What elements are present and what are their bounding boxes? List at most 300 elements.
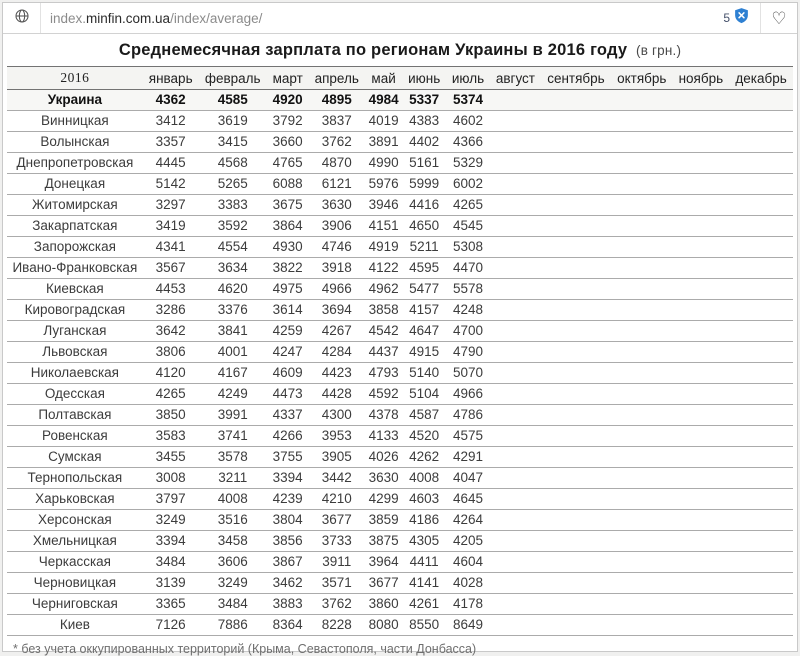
month-header: август (490, 67, 541, 90)
salary-cell: 4239 (267, 489, 309, 510)
salary-cell (611, 300, 673, 321)
salary-cell (673, 531, 730, 552)
table-row (7, 426, 793, 447)
salary-cell: 5142 (143, 174, 199, 195)
salary-cell: 4930 (267, 237, 309, 258)
globe-icon (14, 8, 30, 29)
salary-cell: 3442 (309, 468, 365, 489)
salary-cell: 4265 (446, 195, 490, 216)
salary-cell: 3357 (143, 132, 199, 153)
salary-cell: 5211 (402, 237, 446, 258)
table-row (7, 615, 793, 636)
table-row (7, 552, 793, 573)
table-row (7, 132, 793, 153)
salary-cell: 4291 (446, 447, 490, 468)
salary-cell: 5578 (446, 279, 490, 300)
salary-cell: 3583 (143, 426, 199, 447)
salary-cell: 7886 (199, 615, 267, 636)
salary-cell (729, 510, 793, 531)
month-header: май (365, 67, 402, 90)
salary-cell (673, 153, 730, 174)
salary-cell (673, 489, 730, 510)
salary-cell: 4700 (446, 321, 490, 342)
salary-cell (541, 321, 611, 342)
salary-cell (611, 342, 673, 363)
salary-cell: 3606 (199, 552, 267, 573)
salary-cell (673, 132, 730, 153)
salary-cell (673, 594, 730, 615)
salary-cell (490, 132, 541, 153)
month-header: декабрь (729, 67, 793, 90)
salary-cell: 4445 (143, 153, 199, 174)
salary-cell (673, 195, 730, 216)
salary-cell: 3911 (309, 552, 365, 573)
salary-cell (490, 216, 541, 237)
blocked-count: 5 (723, 11, 730, 25)
salary-cell: 4428 (309, 384, 365, 405)
salary-cell: 4870 (309, 153, 365, 174)
salary-cell (673, 510, 730, 531)
salary-cell: 4542 (365, 321, 402, 342)
salary-cell (541, 531, 611, 552)
salary-cell (673, 615, 730, 636)
salary-cell: 3991 (199, 405, 267, 426)
salary-cell: 3249 (143, 510, 199, 531)
salary-cell: 6121 (309, 174, 365, 195)
salary-cell: 4650 (402, 216, 446, 237)
salary-cell: 3139 (143, 573, 199, 594)
salary-cell (541, 195, 611, 216)
table-row (7, 321, 793, 342)
salary-cell: 5999 (402, 174, 446, 195)
salary-cell (541, 258, 611, 279)
region-name: Луганская (7, 321, 143, 342)
salary-cell: 4299 (365, 489, 402, 510)
table-row (7, 237, 793, 258)
region-name: Хмельницкая (7, 531, 143, 552)
salary-cell (490, 363, 541, 384)
salary-cell (611, 111, 673, 132)
salary-cell: 4284 (309, 342, 365, 363)
salary-cell (490, 342, 541, 363)
salary-cell (490, 615, 541, 636)
region-name: Ровенская (7, 426, 143, 447)
salary-cell: 4765 (267, 153, 309, 174)
region-name: Николаевская (7, 363, 143, 384)
salary-cell: 4341 (143, 237, 199, 258)
salary-cell: 4141 (402, 573, 446, 594)
salary-cell: 3008 (143, 468, 199, 489)
page-title (3, 34, 797, 66)
salary-cell (541, 216, 611, 237)
salary-cell: 4259 (267, 321, 309, 342)
salary-cell: 3792 (267, 111, 309, 132)
url-path: /index/average/ (170, 10, 263, 26)
salary-cell: 3614 (267, 300, 309, 321)
salary-cell: 3804 (267, 510, 309, 531)
salary-cell: 3419 (143, 216, 199, 237)
salary-cell: 4305 (402, 531, 446, 552)
salary-cell (611, 216, 673, 237)
salary-cell: 4186 (402, 510, 446, 531)
salary-cell: 4575 (446, 426, 490, 447)
salary-cell: 4423 (309, 363, 365, 384)
salary-cell: 3946 (365, 195, 402, 216)
salary-cell: 4554 (199, 237, 267, 258)
salary-cell: 4249 (199, 384, 267, 405)
salary-cell (673, 405, 730, 426)
region-name: Запорожская (7, 237, 143, 258)
salary-cell: 3806 (143, 342, 199, 363)
table-row (7, 510, 793, 531)
salary-cell (541, 489, 611, 510)
salary-cell (611, 615, 673, 636)
salary-cell: 5104 (402, 384, 446, 405)
salary-cell: 4247 (267, 342, 309, 363)
salary-cell: 4261 (402, 594, 446, 615)
salary-cell: 3455 (143, 447, 199, 468)
salary-cell: 3571 (309, 573, 365, 594)
salary-cell (490, 594, 541, 615)
salary-cell: 3822 (267, 258, 309, 279)
salary-cell (673, 174, 730, 195)
table-row (7, 279, 793, 300)
salary-cell: 4337 (267, 405, 309, 426)
salary-cell: 4592 (365, 384, 402, 405)
month-header: апрель (309, 67, 365, 90)
salary-cell (490, 531, 541, 552)
salary-cell: 4609 (267, 363, 309, 384)
month-header: январь (143, 67, 199, 90)
salary-cell (673, 447, 730, 468)
salary-cell (673, 384, 730, 405)
salary-cell (729, 300, 793, 321)
region-name: Киевская (7, 279, 143, 300)
salary-cell (729, 111, 793, 132)
salary-cell: 3918 (309, 258, 365, 279)
table-row (7, 216, 793, 237)
salary-cell: 4793 (365, 363, 402, 384)
salary-cell (729, 384, 793, 405)
salary-cell (611, 132, 673, 153)
region-name: Волынская (7, 132, 143, 153)
salary-cell: 4265 (143, 384, 199, 405)
salary-cell (729, 468, 793, 489)
salary-cell: 3297 (143, 195, 199, 216)
month-header: октябрь (611, 67, 673, 90)
salary-cell: 4300 (309, 405, 365, 426)
salary-cell (490, 195, 541, 216)
salary-cell (490, 321, 541, 342)
salary-cell (673, 552, 730, 573)
tracking-prevention-button[interactable] (723, 3, 760, 33)
salary-cell: 4383 (402, 111, 446, 132)
salary-cell (541, 111, 611, 132)
url-prefix: index. (50, 10, 87, 26)
salary-cell (541, 510, 611, 531)
salary-cell: 3858 (365, 300, 402, 321)
salary-cell: 4604 (446, 552, 490, 573)
salary-cell (541, 447, 611, 468)
salary-cell: 4620 (199, 279, 267, 300)
month-header: февраль (199, 67, 267, 90)
salary-cell: 3383 (199, 195, 267, 216)
salary-cell (729, 531, 793, 552)
region-name: Донецкая (7, 174, 143, 195)
salary-cell: 3660 (267, 132, 309, 153)
salary-cell: 3875 (365, 531, 402, 552)
salary-cell (611, 468, 673, 489)
salary-cell: 3484 (199, 594, 267, 615)
salary-cell: 4545 (446, 216, 490, 237)
page-title-text: Среднемесячная зарплата по регионам Украины в 2016 году (118, 41, 628, 59)
salary-cell (611, 405, 673, 426)
region-name: Закарпатская (7, 216, 143, 237)
salary-cell: 4790 (446, 342, 490, 363)
salary-cell: 4520 (402, 426, 446, 447)
browser-window (2, 2, 798, 656)
salary-cell (729, 258, 793, 279)
salary-cell (541, 426, 611, 447)
salary-cell: 3365 (143, 594, 199, 615)
salary-cell (729, 321, 793, 342)
salary-cell (541, 153, 611, 174)
salary-cell: 3953 (309, 426, 365, 447)
table-row (7, 153, 793, 174)
salary-cell (541, 363, 611, 384)
salary-cell (729, 342, 793, 363)
salary-cell: 3860 (365, 594, 402, 615)
salary-cell: 6002 (446, 174, 490, 195)
salary-cell (611, 363, 673, 384)
salary-cell: 3630 (365, 468, 402, 489)
salary-cell: 3733 (309, 531, 365, 552)
salary-cell: 4151 (365, 216, 402, 237)
salary-cell (729, 573, 793, 594)
salary-cell: 3394 (143, 531, 199, 552)
salary-cell: 4120 (143, 363, 199, 384)
salary-cell: 4966 (309, 279, 365, 300)
salary-cell: 3516 (199, 510, 267, 531)
salary-cell: 4647 (402, 321, 446, 342)
page-title-note: (в грн.) (636, 43, 682, 58)
salary-cell (729, 426, 793, 447)
salary-cell: 4470 (446, 258, 490, 279)
heart-outline-icon: ♡ (771, 8, 787, 28)
add-favorite-button[interactable] (760, 3, 797, 33)
salary-cell (611, 195, 673, 216)
table-row (7, 468, 793, 489)
salary-cell: 4362 (143, 90, 199, 111)
salary-cell (541, 468, 611, 489)
salary-cell: 5140 (402, 363, 446, 384)
salary-cell: 5329 (446, 153, 490, 174)
region-name: Киев (7, 615, 143, 636)
salary-cell (541, 615, 611, 636)
salary-cell: 4966 (446, 384, 490, 405)
salary-cell (673, 573, 730, 594)
salary-cell: 3856 (267, 531, 309, 552)
salary-cell: 5308 (446, 237, 490, 258)
month-header: июнь (402, 67, 446, 90)
salary-cell: 4975 (267, 279, 309, 300)
url-input[interactable] (41, 3, 723, 33)
salary-cell (541, 174, 611, 195)
salary-cell (611, 573, 673, 594)
footnote: * без учета оккупированных территорий (Крыма, Севастополя, части Донбасса) (13, 642, 477, 656)
region-name: Херсонская (7, 510, 143, 531)
month-header: ноябрь (673, 67, 730, 90)
salary-cell: 4248 (446, 300, 490, 321)
salary-cell: 4920 (267, 90, 309, 111)
salary-cell (729, 132, 793, 153)
salary-cell: 4122 (365, 258, 402, 279)
salary-cell (490, 384, 541, 405)
salary-cell: 4019 (365, 111, 402, 132)
table-row (7, 594, 793, 615)
table-row (7, 258, 793, 279)
salary-cell: 3677 (365, 573, 402, 594)
salary-cell: 8228 (309, 615, 365, 636)
salary-cell (541, 342, 611, 363)
region-name: Харьковская (7, 489, 143, 510)
salary-cell (611, 321, 673, 342)
salary-cell: 3906 (309, 216, 365, 237)
salary-cell (611, 237, 673, 258)
region-name: Черкасская (7, 552, 143, 573)
salary-cell (729, 489, 793, 510)
salary-cell: 5265 (199, 174, 267, 195)
region-name: Сумская (7, 447, 143, 468)
salary-cell: 3630 (309, 195, 365, 216)
region-name: Днепропетровская (7, 153, 143, 174)
salary-cell (673, 468, 730, 489)
salary-cell (729, 279, 793, 300)
salary-cell (490, 153, 541, 174)
salary-cell (541, 237, 611, 258)
salary-cell: 4473 (267, 384, 309, 405)
table-row (7, 489, 793, 510)
table-row (7, 300, 793, 321)
salary-cell: 4603 (402, 489, 446, 510)
salary-cell: 3867 (267, 552, 309, 573)
table-row (7, 531, 793, 552)
salary-cell (673, 216, 730, 237)
shield-x-icon (733, 7, 750, 29)
salary-cell (541, 384, 611, 405)
region-name: Кировоградская (7, 300, 143, 321)
salary-cell: 4157 (402, 300, 446, 321)
salary-cell: 3376 (199, 300, 267, 321)
salary-cell (729, 195, 793, 216)
salary-cell: 3675 (267, 195, 309, 216)
url-domain: minfin.com.ua (86, 10, 171, 26)
region-name: Одесская (7, 384, 143, 405)
salary-cell (490, 258, 541, 279)
salary-cell: 4645 (446, 489, 490, 510)
salary-cell (673, 111, 730, 132)
salary-cell (490, 489, 541, 510)
salary-cell (611, 426, 673, 447)
salary-cell: 4602 (446, 111, 490, 132)
salary-cell (490, 573, 541, 594)
salary-cell: 7126 (143, 615, 199, 636)
table-row (7, 111, 793, 132)
salary-cell: 3415 (199, 132, 267, 153)
salary-cell (490, 552, 541, 573)
salary-cell: 4595 (402, 258, 446, 279)
salary-cell: 4585 (199, 90, 267, 111)
salary-cell: 4411 (402, 552, 446, 573)
salary-cell: 3891 (365, 132, 402, 153)
salary-cell (673, 279, 730, 300)
salary-cell: 4453 (143, 279, 199, 300)
salary-cell: 4746 (309, 237, 365, 258)
table-row (7, 90, 793, 111)
salary-cell (490, 279, 541, 300)
site-info-button[interactable] (3, 3, 41, 33)
salary-cell: 4915 (402, 342, 446, 363)
month-header: июль (446, 67, 490, 90)
salary-cell: 3797 (143, 489, 199, 510)
salary-cell (729, 216, 793, 237)
salary-cell: 3634 (199, 258, 267, 279)
salary-cell (729, 90, 793, 111)
salary-cell (673, 300, 730, 321)
salary-cell (611, 174, 673, 195)
salary-cell (490, 237, 541, 258)
salary-cell: 6088 (267, 174, 309, 195)
region-name: Полтавская (7, 405, 143, 426)
salary-cell: 4264 (446, 510, 490, 531)
salary-cell: 3883 (267, 594, 309, 615)
salary-cell (611, 510, 673, 531)
salary-cell: 4990 (365, 153, 402, 174)
salary-cell: 5477 (402, 279, 446, 300)
year-header: 2016 (7, 67, 143, 90)
salary-cell (729, 237, 793, 258)
salary-cell: 3484 (143, 552, 199, 573)
salary-cell: 3578 (199, 447, 267, 468)
salary-cell: 4008 (199, 489, 267, 510)
salary-cell (611, 384, 673, 405)
table-row (7, 363, 793, 384)
salary-cell: 3864 (267, 216, 309, 237)
salary-cell (611, 447, 673, 468)
salary-cell (541, 279, 611, 300)
salary-cell (673, 342, 730, 363)
salary-cell: 3859 (365, 510, 402, 531)
salary-cell: 4366 (446, 132, 490, 153)
salary-cell (490, 510, 541, 531)
table-row (7, 405, 793, 426)
salary-cell (611, 594, 673, 615)
region-name: Житомирская (7, 195, 143, 216)
salary-cell (611, 90, 673, 111)
salary-cell (541, 90, 611, 111)
salary-cell: 3841 (199, 321, 267, 342)
salary-cell: 4378 (365, 405, 402, 426)
salary-cell (611, 153, 673, 174)
region-name: Черновицкая (7, 573, 143, 594)
salary-cell (541, 132, 611, 153)
table-row (7, 447, 793, 468)
salary-cell: 4008 (402, 468, 446, 489)
salary-cell: 4919 (365, 237, 402, 258)
salary-cell: 8649 (446, 615, 490, 636)
salary-cell: 8364 (267, 615, 309, 636)
region-name: Украина (7, 90, 143, 111)
